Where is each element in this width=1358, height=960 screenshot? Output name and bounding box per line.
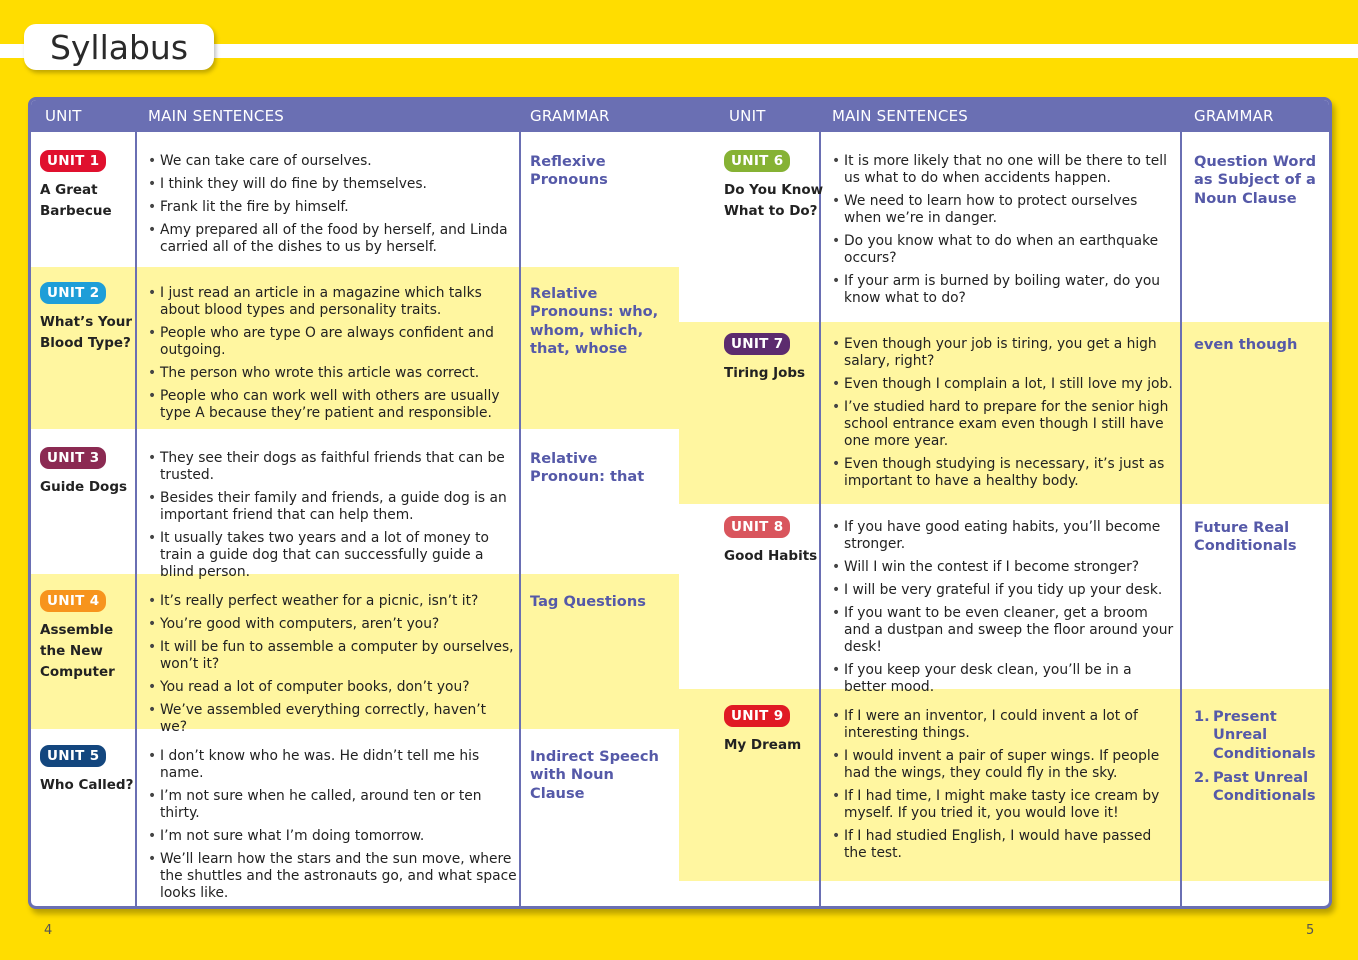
unit-cell [40, 150, 112, 222]
sentence: • Besides their family and friends, a guide dog is an important friend that can help them. [148, 490, 516, 524]
main-sentences [148, 285, 516, 428]
page-title: Syllabus [49, 27, 189, 67]
unit-badge: UNIT 4 [40, 590, 106, 612]
unit-title: Who Called? [40, 777, 134, 793]
unit-badge: UNIT 9 [724, 705, 790, 727]
unit-title: Tiring Jobs [724, 365, 806, 381]
sentence: • We can take care of ourselves. [148, 153, 516, 170]
grammar-point: Future Real Conditionals [1194, 519, 1297, 555]
sentence: • Frank lit the fire by himself. [148, 199, 516, 216]
sentence: • It’s really perfect weather for a picnic, isn’t it? [148, 593, 516, 610]
sentence: • Even though I complain a lot, I still love my job. [832, 376, 1177, 393]
sentence: • I just read an article in a magazine which talks about blood types and personality traits. [148, 285, 516, 319]
sentence: • If you keep your desk clean, you’ll be in a better mood. [832, 662, 1177, 696]
syllabus-table [28, 97, 1332, 909]
sentence: • We need to learn how to protect ourselves when we’re in danger. [832, 193, 1177, 227]
unit-title: Guide Dogs [40, 479, 128, 495]
main-sentences [832, 519, 1177, 702]
sentence: • I will be very grateful if you tidy up your desk. [832, 582, 1177, 599]
unit-cell [724, 150, 823, 222]
unit-badge: UNIT 8 [724, 516, 790, 538]
grammar-point: Question Word as Subject of a Noun Clause [1194, 153, 1317, 207]
sentence: • I’ve studied hard to prepare for the senior high school entrance exam even though I still have one more year. [832, 399, 1177, 450]
unit-cell [724, 516, 817, 567]
sentence: • People who can work well with others are usually type A because they’re patient and responsible. [148, 388, 516, 422]
unit-cell [40, 447, 127, 498]
sentence: • You’re good with computers, aren’t you? [148, 616, 516, 633]
sentence: • If I were an inventor, I could invent a lot of interesting things. [832, 708, 1177, 742]
sentence: • Will I win the contest if I become stronger? [832, 559, 1177, 576]
sentence: • It usually takes two years and a lot of money to train a guide dog that can successfully guide a blind person. [148, 530, 516, 581]
header-main-left: MAIN SENTENCES [148, 107, 284, 125]
grammar-point: Tag Questions [530, 593, 646, 610]
col-divider [519, 132, 521, 909]
sentence: • Even though your job is tiring, you get a high salary, right? [832, 336, 1177, 370]
sentence: • We’ll learn how the stars and the sun move, where the shuttles and the astronauts go, and what space looks like. [148, 851, 518, 902]
sentence: • I think they will do fine by themselves. [148, 176, 516, 193]
unit-title: What’s Your Blood Type? [40, 314, 133, 351]
unit-badge: UNIT 1 [40, 150, 106, 172]
grammar-point: even though [1194, 336, 1298, 353]
page-number-right: 5 [1306, 923, 1315, 938]
grammar-list [1194, 708, 1332, 811]
title-tab [24, 24, 214, 70]
sentence: • Even though studying is necessary, it’s just as important to have a healthy body. [832, 456, 1177, 490]
unit-badge: UNIT 7 [724, 333, 790, 355]
unit-title: A Great Barbecue [40, 182, 112, 219]
sentence: • If your arm is burned by boiling water, do you know what to do? [832, 273, 1177, 307]
unit-cell [724, 705, 801, 756]
grammar-point: Relative Pronouns: who, whom, which, that, whose [530, 285, 659, 357]
sentence: • I’m not sure what I’m doing tomorrow. [148, 828, 518, 845]
main-sentences [832, 336, 1177, 496]
unit-cell [724, 333, 805, 384]
sentence: • If you have good eating habits, you’ll become stronger. [832, 519, 1177, 553]
sentence: • Do you know what to do when an earthquake occurs? [832, 233, 1177, 267]
main-sentences [148, 593, 516, 742]
unit-cell [40, 745, 133, 796]
unit-badge: UNIT 3 [40, 447, 106, 469]
unit-title: Do You Know What to Do? [724, 182, 824, 219]
header-main-right: MAIN SENTENCES [832, 107, 968, 125]
unit-badge: UNIT 5 [40, 745, 106, 767]
sentence: • They see their dogs as faithful friends that can be trusted. [148, 450, 516, 484]
grammar-point: Relative Pronoun: that [530, 450, 645, 486]
sentence: • You read a lot of computer books, don’t you? [148, 679, 516, 696]
sentence: • I don’t know who he was. He didn’t tell me his name. [148, 748, 518, 782]
grammar-point: Indirect Speech with Noun Clause [530, 748, 659, 802]
sentence: • I’m not sure when he called, around ten or ten thirty. [148, 788, 518, 822]
unit-title: My Dream [724, 737, 802, 753]
sentence: • If you want to be even cleaner, get a broom and a dustpan and sweep the floor around your desk! [832, 605, 1177, 656]
sentence: • Amy prepared all of the food by herself, and Linda carried all of the dishes to us by herself. [148, 222, 516, 256]
header-unit-left: UNIT [45, 107, 82, 125]
sentence: • The person who wrote this article was correct. [148, 365, 516, 382]
unit-cell [40, 282, 132, 354]
unit-cell [40, 590, 115, 683]
grammar-point: 2. Past Unreal Conditionals [1194, 768, 1316, 805]
sentence: • I would invent a pair of super wings. If people had the wings, they could fly in the sky. [832, 748, 1177, 782]
sentence: • People who are type O are always confident and outgoing. [148, 325, 516, 359]
unit-title: Assemble the New Computer [40, 622, 115, 680]
unit-title: Good Habits [724, 548, 818, 564]
sentence: • If I had time, I might make tasty ice cream by myself. If you tried it, you would love it! [832, 788, 1177, 822]
header-grammar-left: GRAMMAR [530, 107, 610, 125]
main-sentences [832, 153, 1177, 313]
col-divider [1180, 132, 1182, 909]
header-grammar-right: GRAMMAR [1194, 107, 1274, 125]
sentence: • If I had studied English, I would have passed the test. [832, 828, 1177, 862]
grammar-point: Reflexive Pronouns [530, 153, 608, 189]
table-header [31, 100, 1332, 132]
main-sentences [832, 708, 1177, 868]
main-sentences [148, 748, 518, 908]
main-sentences [148, 153, 516, 262]
unit-badge: UNIT 2 [40, 282, 106, 304]
col-divider [819, 132, 821, 909]
main-sentences [148, 450, 516, 587]
col-divider [135, 132, 137, 909]
unit-badge: UNIT 6 [724, 150, 790, 172]
sentence: • It will be fun to assemble a computer by ourselves, won’t it? [148, 639, 516, 673]
page-number-left: 4 [44, 923, 53, 938]
sentence: • It is more likely that no one will be there to tell us what to do when accidents happen. [832, 153, 1177, 187]
grammar-point: 1. Present Unreal Conditionals [1194, 708, 1316, 762]
sentence: • We’ve assembled everything correctly, haven’t we? [148, 702, 516, 736]
header-unit-right: UNIT [729, 107, 766, 125]
